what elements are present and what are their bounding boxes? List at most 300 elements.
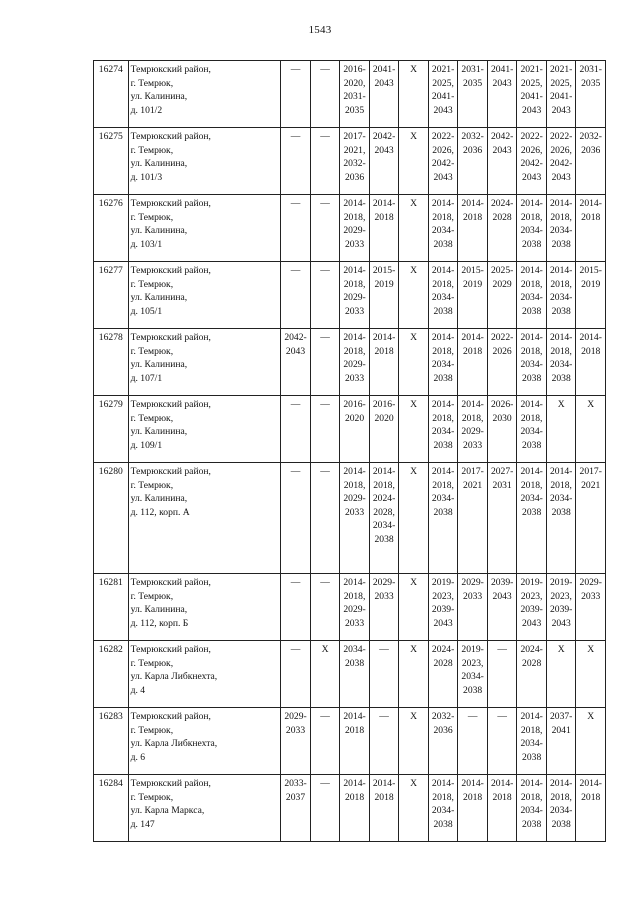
period-value: 2021- xyxy=(431,64,455,75)
period-value: 2024- xyxy=(431,644,455,655)
period-value: 2034- xyxy=(461,671,484,683)
period-cell-5 xyxy=(399,329,429,396)
period-cell-3 xyxy=(340,329,370,396)
period-cell-4 xyxy=(369,195,399,262)
period-cell-4 xyxy=(369,128,399,195)
period-cell-5 xyxy=(399,574,429,641)
period-value: 2029- xyxy=(579,577,602,588)
period-cell-1 xyxy=(281,195,311,262)
period-value: 2038 xyxy=(522,818,542,830)
address-line: ул. Карла Либкнехта, xyxy=(130,738,218,750)
period-value: 2018, xyxy=(550,211,572,223)
period-value: 2014- xyxy=(520,399,543,410)
period-value: 2014- xyxy=(549,332,573,343)
period-value: 2033 xyxy=(344,305,365,317)
period-value: X xyxy=(410,332,418,343)
period-cell-5 xyxy=(399,396,429,463)
period-value: 2043 xyxy=(551,617,571,629)
period-value: 2026- xyxy=(490,399,514,410)
period-value: — xyxy=(320,711,330,722)
period-value: 2018, xyxy=(432,791,454,803)
address-line: Темрюкский район, xyxy=(130,711,211,722)
period-value: 2014- xyxy=(520,265,543,276)
period-cell-4 xyxy=(369,262,399,329)
period-value: 2020 xyxy=(344,412,365,424)
period-value: 2014- xyxy=(490,778,514,789)
period-cell-5 xyxy=(399,775,429,842)
period-value: 2014- xyxy=(520,198,543,209)
period-cell-3 xyxy=(340,775,370,842)
period-value: 2030 xyxy=(492,412,512,424)
period-value: 2041- xyxy=(372,64,396,75)
period-value: 2014- xyxy=(343,711,366,722)
period-value: — xyxy=(290,64,301,75)
period-value: 2018, xyxy=(432,412,454,424)
period-value: X xyxy=(557,399,565,410)
period-cell-9 xyxy=(517,708,547,775)
period-cell-7 xyxy=(458,463,488,574)
period-value: 2014- xyxy=(579,778,602,789)
period-cell-1 xyxy=(281,708,311,775)
period-cell-9 xyxy=(517,329,547,396)
period-cell-4 xyxy=(369,396,399,463)
period-value: — xyxy=(320,131,330,142)
period-value: 2021, xyxy=(343,144,366,156)
period-value: 2038 xyxy=(522,372,542,384)
period-value: 2014- xyxy=(520,332,543,343)
period-value: 2018 xyxy=(463,791,483,803)
period-value: 2028 xyxy=(433,657,453,669)
period-value: 2038 xyxy=(433,439,453,451)
period-value: X xyxy=(410,778,418,789)
table-row xyxy=(94,128,606,195)
address-line: д. 101/3 xyxy=(130,171,163,183)
period-value: 2043 xyxy=(522,617,542,629)
period-cell-1 xyxy=(281,329,311,396)
period-value: 2039- xyxy=(431,604,455,616)
period-value: 2017- xyxy=(461,466,484,477)
period-value: 2019 xyxy=(374,278,394,290)
period-value: 2042- xyxy=(372,131,396,142)
period-cell-3 xyxy=(340,463,370,574)
period-cell-7 xyxy=(458,61,488,128)
period-value: 2034- xyxy=(343,644,366,655)
table-row xyxy=(94,775,606,842)
address-line: Темрюкский район, xyxy=(130,778,211,789)
period-value: 2018, xyxy=(550,345,572,357)
row-number: 16274 xyxy=(94,61,129,128)
period-value: 2034- xyxy=(520,359,543,371)
period-cell-6 xyxy=(428,463,458,574)
period-value: 2038 xyxy=(551,238,571,250)
period-value: 2023, xyxy=(461,657,484,669)
period-value: 2034- xyxy=(431,225,455,237)
period-value: 2016- xyxy=(343,399,366,410)
table-row xyxy=(94,463,606,574)
period-cell-1 xyxy=(281,775,311,842)
period-cell-9 xyxy=(517,128,547,195)
period-value: 2014- xyxy=(431,399,455,410)
period-value: 2038 xyxy=(433,305,453,317)
address-line: ул. Калинина, xyxy=(130,91,188,103)
address-line: д. 101/2 xyxy=(130,104,163,116)
period-value: 2021- xyxy=(520,64,543,75)
period-value: 2014- xyxy=(461,778,484,789)
period-cell-10 xyxy=(546,262,576,329)
period-value: 2024- xyxy=(490,198,514,209)
period-value: — xyxy=(379,644,389,655)
period-value: 2019- xyxy=(549,577,573,588)
period-value: 2014- xyxy=(343,466,366,477)
period-value: X xyxy=(587,399,595,410)
period-value: 2033 xyxy=(344,372,365,384)
period-cell-10 xyxy=(546,195,576,262)
period-cell-5 xyxy=(399,463,429,574)
period-cell-3 xyxy=(340,396,370,463)
period-value: 2031- xyxy=(461,64,484,75)
address-cell xyxy=(128,463,281,574)
row-number: 16280 xyxy=(94,463,129,574)
period-cell-6 xyxy=(428,574,458,641)
period-value: 2038 xyxy=(551,506,571,518)
period-cell-3 xyxy=(340,128,370,195)
period-value: — xyxy=(497,644,507,655)
period-value: 2038 xyxy=(522,238,542,250)
period-value: 2029- xyxy=(461,426,484,438)
period-cell-10 xyxy=(546,574,576,641)
row-number: 16275 xyxy=(94,128,129,195)
address-cell xyxy=(128,61,281,128)
period-value: 2018, xyxy=(343,345,366,357)
period-value: — xyxy=(497,711,507,722)
period-value: 2018, xyxy=(520,791,543,803)
table-row xyxy=(94,641,606,708)
period-value: 2014- xyxy=(343,577,366,588)
period-value: 2018, xyxy=(550,791,572,803)
period-value: 2042- xyxy=(490,131,514,142)
period-value: 2032- xyxy=(431,711,455,722)
period-value: 2038 xyxy=(522,305,542,317)
address-line: ул. Калинина, xyxy=(130,604,188,616)
period-value: 2033 xyxy=(463,590,483,602)
address-line: Темрюкский район, xyxy=(130,198,211,209)
period-cell-3 xyxy=(340,61,370,128)
period-value: 2034- xyxy=(549,225,573,237)
period-cell-10 xyxy=(546,329,576,396)
period-cell-11 xyxy=(576,708,606,775)
period-value: 2022- xyxy=(431,131,455,142)
period-value: — xyxy=(290,265,301,276)
period-cell-8 xyxy=(487,708,517,775)
period-cell-8 xyxy=(487,329,517,396)
period-value: 2026, xyxy=(520,144,543,156)
period-value: 2034- xyxy=(520,738,543,750)
period-value: 2028, xyxy=(373,506,395,518)
period-value: 2034- xyxy=(431,805,455,817)
period-value: 2018, xyxy=(550,479,572,491)
period-value: X xyxy=(321,644,329,655)
period-value: 2034- xyxy=(520,426,543,438)
period-value: 2018 xyxy=(492,791,512,803)
period-cell-7 xyxy=(458,641,488,708)
period-value: 2018, xyxy=(461,412,484,424)
period-value: 2023, xyxy=(520,590,543,602)
table-row xyxy=(94,329,606,396)
period-cell-6 xyxy=(428,128,458,195)
address-line: д. 109/1 xyxy=(130,439,163,451)
period-value: 2018, xyxy=(343,278,366,290)
period-value: 2043 xyxy=(551,171,571,183)
period-cell-3 xyxy=(340,195,370,262)
period-value: 2033 xyxy=(374,590,394,602)
address-line: д. 112, корп. А xyxy=(130,506,190,518)
period-value: — xyxy=(320,198,330,209)
period-value: 2023, xyxy=(550,590,572,602)
period-value: 2035 xyxy=(581,77,601,89)
period-value: 2022- xyxy=(490,332,514,343)
period-value: 2018, xyxy=(520,724,543,736)
period-value: 2034- xyxy=(520,493,543,505)
period-value: 2033- xyxy=(284,778,307,789)
address-cell xyxy=(128,329,281,396)
period-value: 2037 xyxy=(285,791,306,803)
period-value: 2014- xyxy=(372,198,396,209)
period-value: — xyxy=(320,577,330,588)
period-cell-11 xyxy=(576,641,606,708)
table-row xyxy=(94,262,606,329)
period-value: — xyxy=(320,64,330,75)
period-value: 2014- xyxy=(579,198,602,209)
address-cell xyxy=(128,128,281,195)
period-cell-8 xyxy=(487,574,517,641)
period-cell-11 xyxy=(576,195,606,262)
period-value: 2032- xyxy=(461,131,484,142)
period-value: 2018 xyxy=(374,791,394,803)
period-value: — xyxy=(320,778,330,789)
period-value: — xyxy=(467,711,478,722)
period-value: 2038 xyxy=(522,506,542,518)
address-line: г. Темрюк, xyxy=(130,144,174,156)
period-value: X xyxy=(410,265,418,276)
period-value: — xyxy=(290,399,301,410)
period-value: 2018 xyxy=(581,211,601,223)
period-value: X xyxy=(557,644,565,655)
period-cell-1 xyxy=(281,61,311,128)
period-cell-9 xyxy=(517,262,547,329)
period-value: 2022- xyxy=(549,131,573,142)
address-cell xyxy=(128,262,281,329)
period-value: 2015- xyxy=(461,265,484,276)
period-cell-1 xyxy=(281,574,311,641)
address-cell xyxy=(128,641,281,708)
period-value: 2019 xyxy=(581,278,601,290)
period-value: — xyxy=(290,198,301,209)
period-value: 2028 xyxy=(492,211,512,223)
period-cell-2 xyxy=(310,396,340,463)
period-value: 2035 xyxy=(344,104,365,116)
period-value: 2018, xyxy=(550,278,572,290)
period-value: 2038 xyxy=(433,506,453,518)
period-value: 2020, xyxy=(343,77,366,89)
period-value: 2014- xyxy=(431,265,455,276)
period-value: 2029- xyxy=(284,711,307,722)
address-line: г. Темрюк, xyxy=(130,657,174,669)
period-cell-2 xyxy=(310,574,340,641)
period-value: 2038 xyxy=(463,684,483,696)
period-value: 2034- xyxy=(549,805,573,817)
period-cell-4 xyxy=(369,574,399,641)
period-value: 2014- xyxy=(431,198,455,209)
row-number: 16277 xyxy=(94,262,129,329)
period-value: 2041- xyxy=(431,91,455,103)
period-cell-4 xyxy=(369,708,399,775)
period-cell-6 xyxy=(428,262,458,329)
period-cell-7 xyxy=(458,574,488,641)
address-line: ул. Калинина, xyxy=(130,225,188,237)
period-value: 2042- xyxy=(284,332,307,343)
period-cell-10 xyxy=(546,396,576,463)
period-cell-8 xyxy=(487,775,517,842)
period-cell-10 xyxy=(546,61,576,128)
period-value: 2014- xyxy=(343,198,366,209)
period-cell-9 xyxy=(517,775,547,842)
period-cell-7 xyxy=(458,262,488,329)
period-value: 2033 xyxy=(463,439,483,451)
period-cell-1 xyxy=(281,396,311,463)
period-value: 2029 xyxy=(492,278,512,290)
period-value: 2018, xyxy=(432,345,454,357)
period-value: 2043 xyxy=(433,171,453,183)
period-value: 2043 xyxy=(285,345,306,357)
period-value: 2025, xyxy=(550,77,572,89)
period-cell-5 xyxy=(399,61,429,128)
period-value: 2014- xyxy=(549,198,573,209)
period-value: — xyxy=(290,131,301,142)
period-value: — xyxy=(290,577,301,588)
period-value: X xyxy=(410,399,418,410)
period-value: 2018 xyxy=(581,791,601,803)
period-cell-9 xyxy=(517,574,547,641)
period-cell-3 xyxy=(340,574,370,641)
period-value: X xyxy=(410,131,418,142)
period-cell-7 xyxy=(458,775,488,842)
period-value: 2014- xyxy=(549,466,573,477)
period-value: — xyxy=(320,399,330,410)
period-value: 2019- xyxy=(431,577,455,588)
address-line: г. Темрюк, xyxy=(130,77,174,89)
period-cell-7 xyxy=(458,329,488,396)
period-cell-6 xyxy=(428,396,458,463)
period-value: 2018 xyxy=(374,211,394,223)
period-value: 2014- xyxy=(343,265,366,276)
period-cell-2 xyxy=(310,463,340,574)
period-value: 2043 xyxy=(374,144,394,156)
period-value: 2014- xyxy=(372,778,396,789)
address-line: г. Темрюк, xyxy=(130,412,174,424)
period-value: 2042- xyxy=(431,158,455,170)
period-cell-10 xyxy=(546,708,576,775)
period-cell-4 xyxy=(369,775,399,842)
period-value: 2016- xyxy=(343,64,366,75)
period-cell-2 xyxy=(310,708,340,775)
period-value: 2034- xyxy=(520,805,543,817)
period-value: — xyxy=(320,265,330,276)
address-line: Темрюкский район, xyxy=(130,265,211,276)
period-value: 2042- xyxy=(520,158,543,170)
period-value: 2034- xyxy=(549,493,573,505)
period-cell-1 xyxy=(281,641,311,708)
address-line: д. 105/1 xyxy=(130,305,163,317)
period-cell-11 xyxy=(576,128,606,195)
period-value: 2023, xyxy=(432,590,454,602)
period-value: 2018, xyxy=(343,479,366,491)
row-number: 16279 xyxy=(94,396,129,463)
period-value: 2014- xyxy=(372,466,396,477)
period-cell-6 xyxy=(428,329,458,396)
period-value: 2038 xyxy=(551,818,571,830)
period-value: 2021 xyxy=(581,479,601,491)
period-value: 2031- xyxy=(579,64,602,75)
period-cell-8 xyxy=(487,262,517,329)
period-value: 2014- xyxy=(431,778,455,789)
period-value: X xyxy=(587,711,595,722)
period-value: X xyxy=(410,644,418,655)
period-value: X xyxy=(410,64,418,75)
period-cell-6 xyxy=(428,708,458,775)
period-cell-9 xyxy=(517,641,547,708)
period-cell-6 xyxy=(428,61,458,128)
row-number: 16281 xyxy=(94,574,129,641)
table-body xyxy=(94,61,606,842)
period-value: 2014- xyxy=(343,332,366,343)
period-value: 2018, xyxy=(432,211,454,223)
period-cell-8 xyxy=(487,641,517,708)
period-value: 2033 xyxy=(344,617,365,629)
period-value: 2014- xyxy=(579,332,602,343)
period-cell-4 xyxy=(369,329,399,396)
period-value: 2034- xyxy=(520,292,543,304)
period-cell-5 xyxy=(399,708,429,775)
period-cell-6 xyxy=(428,641,458,708)
period-value: 2018, xyxy=(520,345,543,357)
period-value: 2041- xyxy=(549,91,573,103)
period-value: 2032- xyxy=(343,158,366,170)
period-value: — xyxy=(379,711,389,722)
address-line: Темрюкский район, xyxy=(130,644,211,655)
period-value: 2014- xyxy=(549,778,573,789)
period-value: 2036 xyxy=(463,144,483,156)
period-value: 2029- xyxy=(343,359,366,371)
address-line: д. 107/1 xyxy=(130,372,163,384)
period-value: 2021 xyxy=(463,479,483,491)
address-cell xyxy=(128,775,281,842)
address-line: ул. Калинина, xyxy=(130,359,188,371)
period-value: 2043 xyxy=(522,104,542,116)
registry-table xyxy=(93,60,606,842)
period-value: 2018, xyxy=(520,211,543,223)
period-value: 2038 xyxy=(433,238,453,250)
period-cell-5 xyxy=(399,641,429,708)
address-cell xyxy=(128,396,281,463)
period-cell-8 xyxy=(487,61,517,128)
period-value: 2039- xyxy=(520,604,543,616)
period-value: X xyxy=(410,711,418,722)
period-value: 2024- xyxy=(372,493,396,505)
period-cell-3 xyxy=(340,641,370,708)
period-cell-8 xyxy=(487,128,517,195)
period-value: 2014- xyxy=(461,332,484,343)
period-cell-9 xyxy=(517,463,547,574)
